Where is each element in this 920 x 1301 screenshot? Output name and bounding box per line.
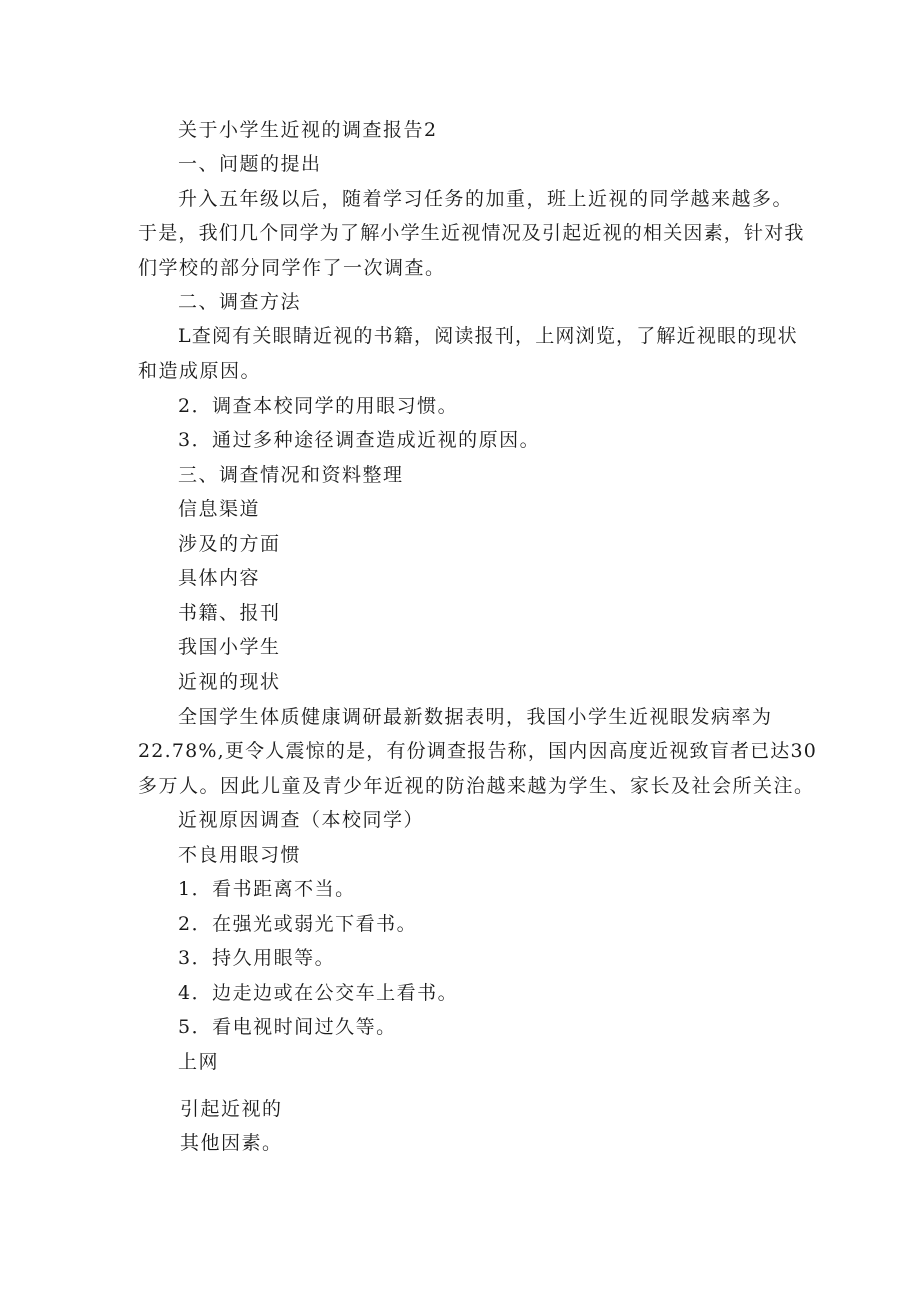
aspect-line: 近视的现状	[178, 671, 281, 693]
table-header-aspect: 涉及的方面	[178, 533, 281, 555]
paragraph-line: 们学校的部分同学作了一次调查。	[138, 257, 446, 279]
bad-habits-label: 不良用眼习惯	[178, 844, 302, 866]
document-title: 关于小学生近视的调查报告2	[178, 119, 438, 141]
channel-online: 上网	[178, 1051, 220, 1073]
habit-item: 5．看电视时间过久等。	[178, 1016, 397, 1038]
status-paragraph-line: 全国学生体质健康调研最新数据表明，我国小学生近视眼发病率为	[178, 706, 773, 728]
table-header-content: 具体内容	[178, 567, 261, 589]
paragraph-line: 于是，我们几个同学为了解小学生近视情况及引起近视的相关因素，针对我	[138, 222, 805, 244]
section-heading-problem: 一、问题的提出	[178, 153, 322, 175]
status-paragraph-line: 多万人。因此儿童及青少年近视的防治越来越为学生、家长及社会所关注。	[138, 775, 815, 797]
other-factors-line: 引起近视的	[180, 1098, 283, 1120]
table-header-channel: 信息渠道	[178, 498, 261, 520]
cause-survey-label: 近视原因调查（本校同学）	[178, 809, 425, 831]
paragraph-line: 升入五年级以后，随着学习任务的加重，班上近视的同学越来越多。	[178, 188, 794, 210]
method-item-1: L查阅有关眼睛近视的书籍，阅读报刊，上网浏览，了解近视眼的现状	[178, 325, 798, 347]
method-item-2: 2．调查本校同学的用眼习惯。	[178, 395, 459, 417]
other-factors-line: 其他因素。	[180, 1132, 283, 1154]
section-heading-findings: 三、调查情况和资料整理	[178, 464, 404, 486]
section-heading-method: 二、调查方法	[178, 291, 302, 313]
channel-books: 书籍、报刊	[178, 602, 281, 624]
method-item-1-cont: 和造成原因。	[138, 360, 262, 382]
habit-item: 4．边走边或在公交车上看书。	[178, 982, 459, 1004]
habit-item: 1．看书距离不当。	[178, 878, 356, 900]
aspect-line: 我国小学生	[178, 636, 281, 658]
status-paragraph-line: 22.78%,更令人震惊的是，有份调查报告称，国内因高度近视致盲者已达30	[138, 740, 818, 762]
method-item-3: 3．通过多种途径调查造成近视的原因。	[178, 429, 541, 451]
habit-item: 2．在强光或弱光下看书。	[178, 913, 418, 935]
habit-item: 3．持久用眼等。	[178, 947, 336, 969]
